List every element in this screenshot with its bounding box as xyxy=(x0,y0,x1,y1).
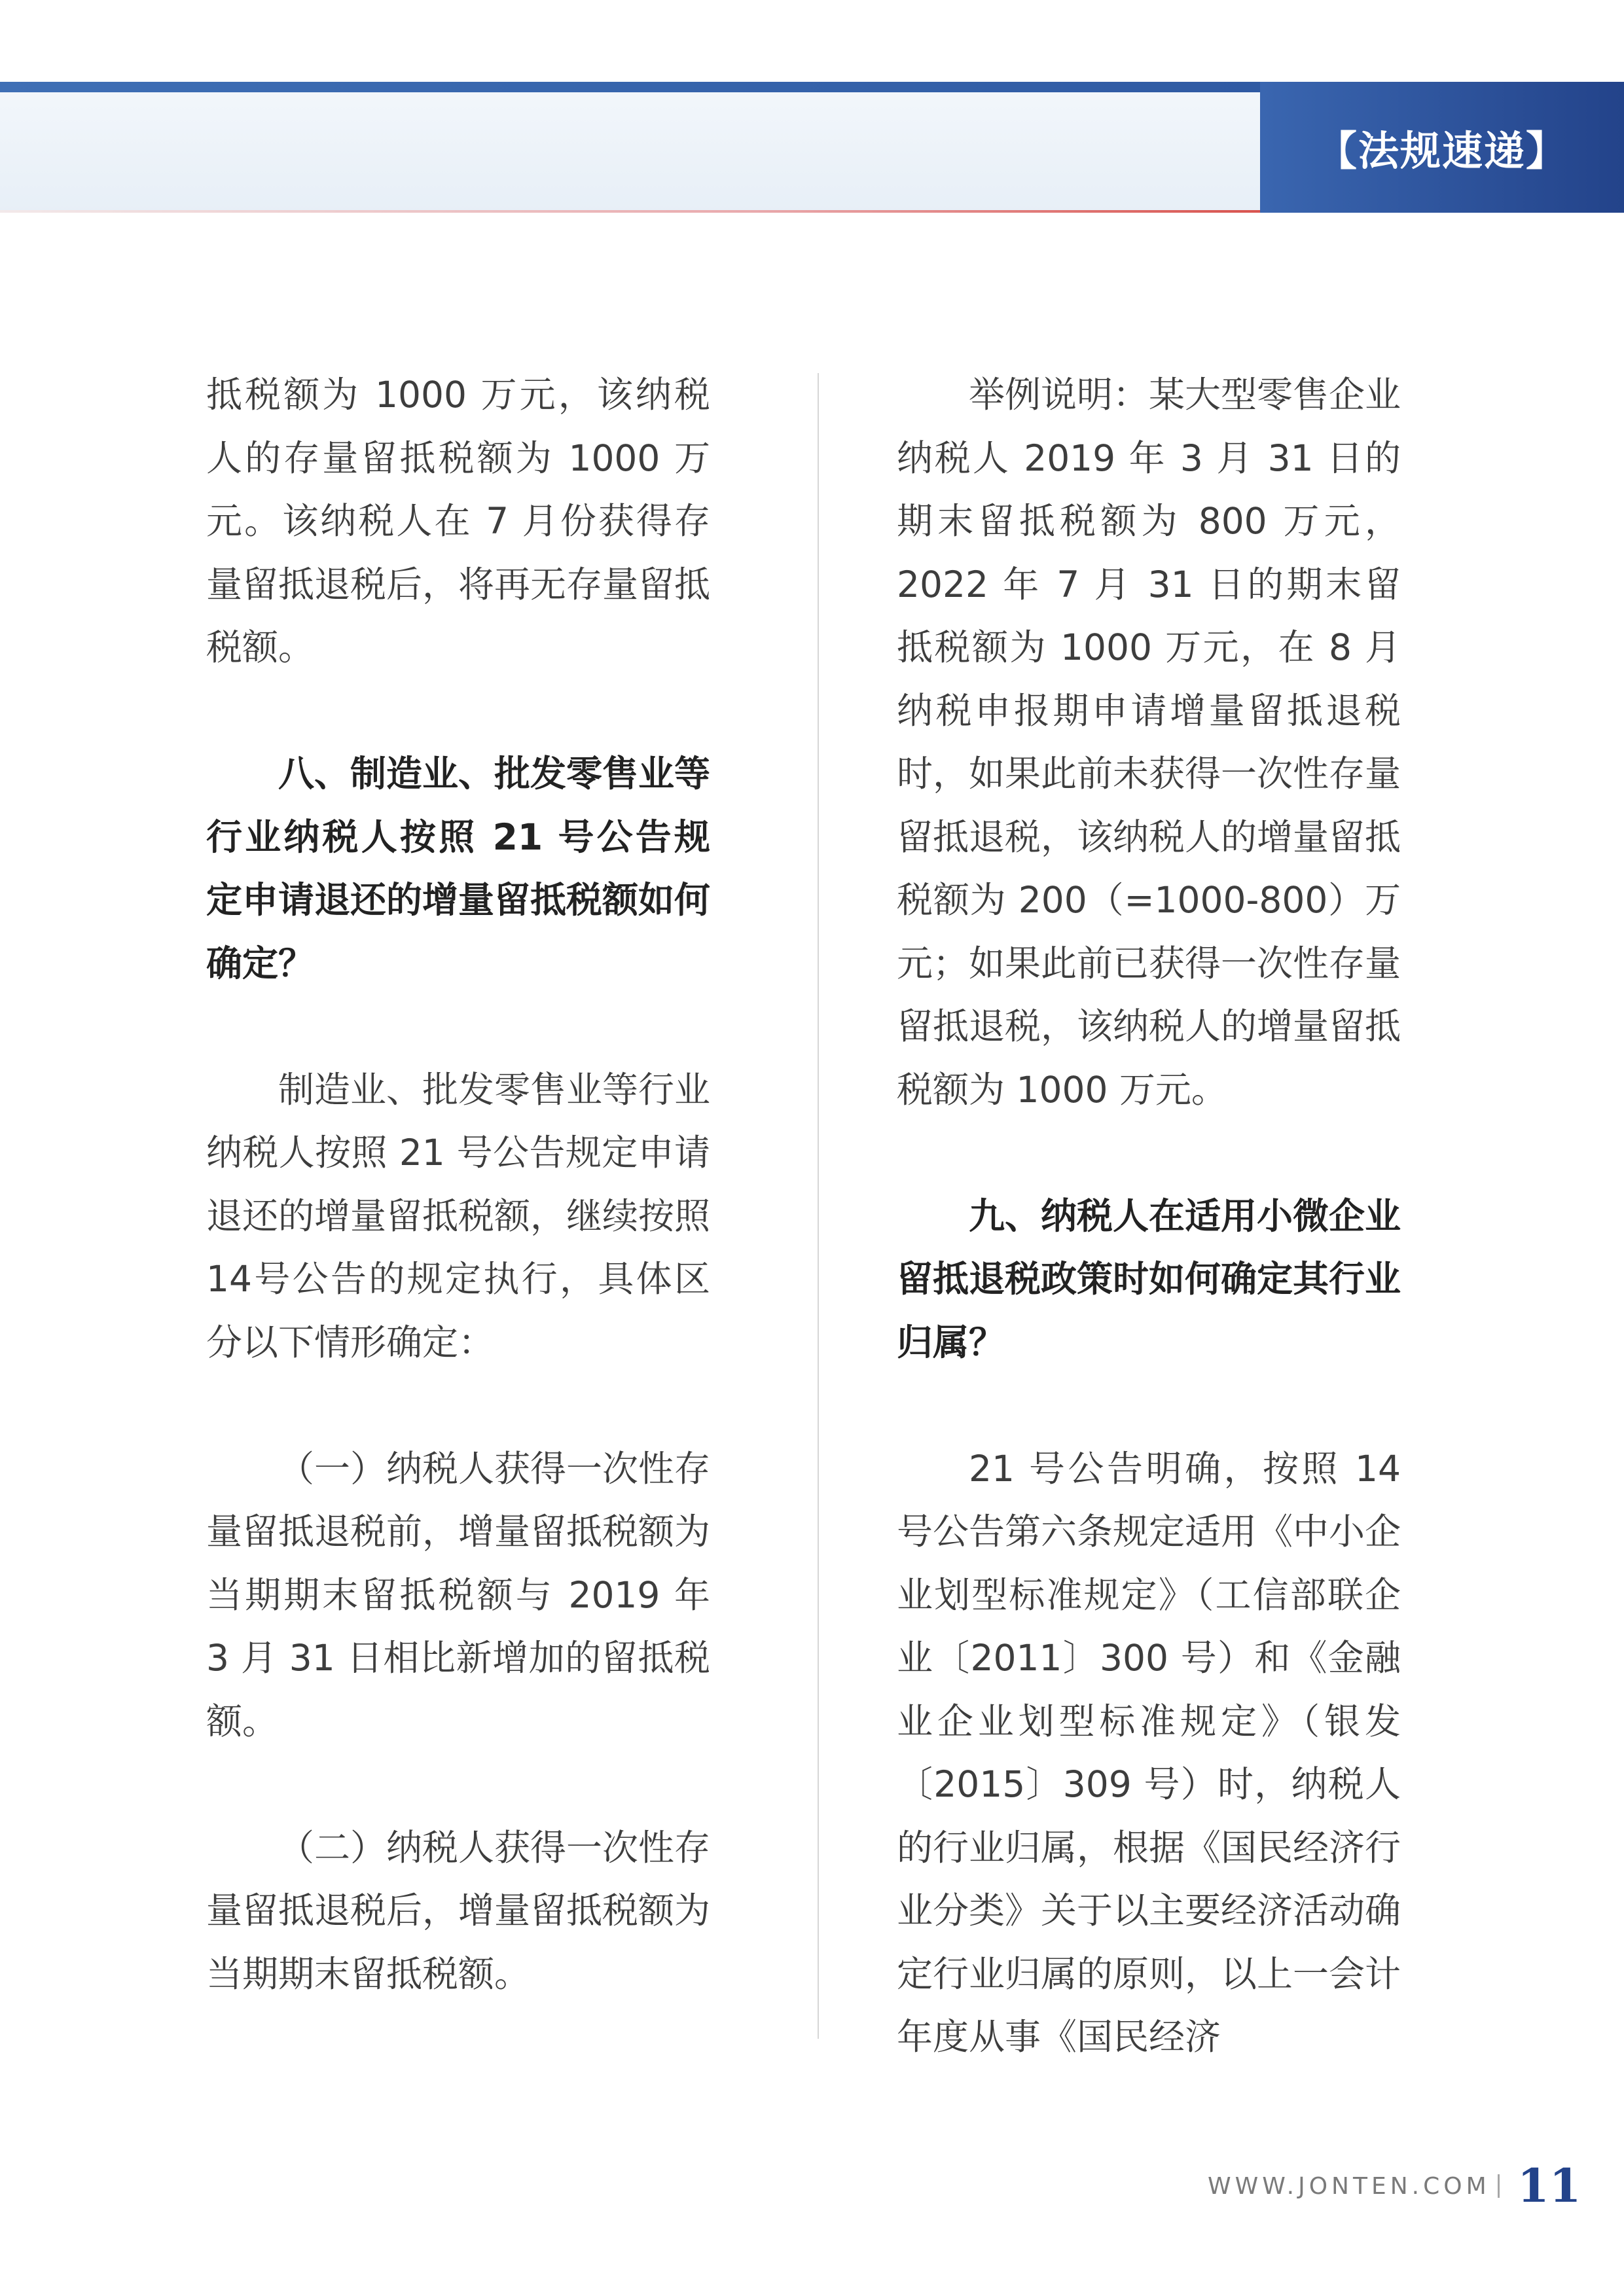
footer-website: WWW.JONTEN.COM xyxy=(1208,2173,1490,2200)
page-number: 11 xyxy=(1517,2159,1581,2213)
heading-section-8: 八、制造业、批发零售业等行业纳税人按照 21 号公告规定申请退还的增量留抵税额如何确定？ xyxy=(206,753,711,984)
left-paragraph-3: （一）纳税人获得一次性存量留抵退税前，增量留抵税额为当期期末留抵税额与 2019 年 3 月 31 日相比新增加的留抵税额。 xyxy=(206,1447,711,1742)
left-column xyxy=(206,363,710,2005)
right-paragraph-2: 21 号公告明确，按照 14 号公告第六条规定适用《中小企业划型标准规定》（工信部联企业〔2011〕300 号）和《金融业企业划型标准规定》（银发〔2015〕309 号）时，纳税人的行业归属，根据《国民经济行业分类》关于以主要经济活动确定行业归属的原则，以上一会计年度从事《国民经济 xyxy=(897,1447,1401,2058)
left-paragraph-4: （二）纳税人获得一次性存量留抵退税后，增量留抵税额为当期期末留抵税额。 xyxy=(206,1826,711,1995)
left-paragraph-1: 抵税额为 1000 万元，该纳税人的存量留抵税额为 1000 万元。该纳税人在 7 月份获得存量留抵退税后，将再无存量留抵税额。 xyxy=(206,374,711,668)
heading-section-9: 九、纳税人在适用小微企业留抵退税政策时如何确定其行业归属？ xyxy=(897,1194,1401,1363)
header-top-rule xyxy=(0,82,1260,92)
header-band xyxy=(0,82,1260,213)
column-divider xyxy=(818,373,819,2039)
footer-separator xyxy=(1498,2174,1500,2198)
header-bottom-rule xyxy=(0,210,1260,213)
section-tag: 【法规速递】 xyxy=(1260,82,1624,213)
right-column xyxy=(897,363,1401,2069)
left-paragraph-2: 制造业、批发零售业等行业纳税人按照 21 号公告规定申请退还的增量留抵税额，继续按照14号公告的规定执行，具体区分以下情形确定： xyxy=(206,1068,711,1363)
right-paragraph-1: 举例说明：某大型零售企业纳税人 2019 年 3 月 31 日的期末留抵税额为 800 万元，2022 年 7 月 31 日的期末留抵税额为 1000 万元，在 8 月纳税申报期申请增量留抵退税时，如果此前未获得一次性存量留抵退税，该纳税人的增量留抵税额为 200（=1000-800）万元；如果此前已获得一次性存量留抵退税，该纳税人的增量留抵税额为 1000 万元。 xyxy=(897,374,1401,1111)
